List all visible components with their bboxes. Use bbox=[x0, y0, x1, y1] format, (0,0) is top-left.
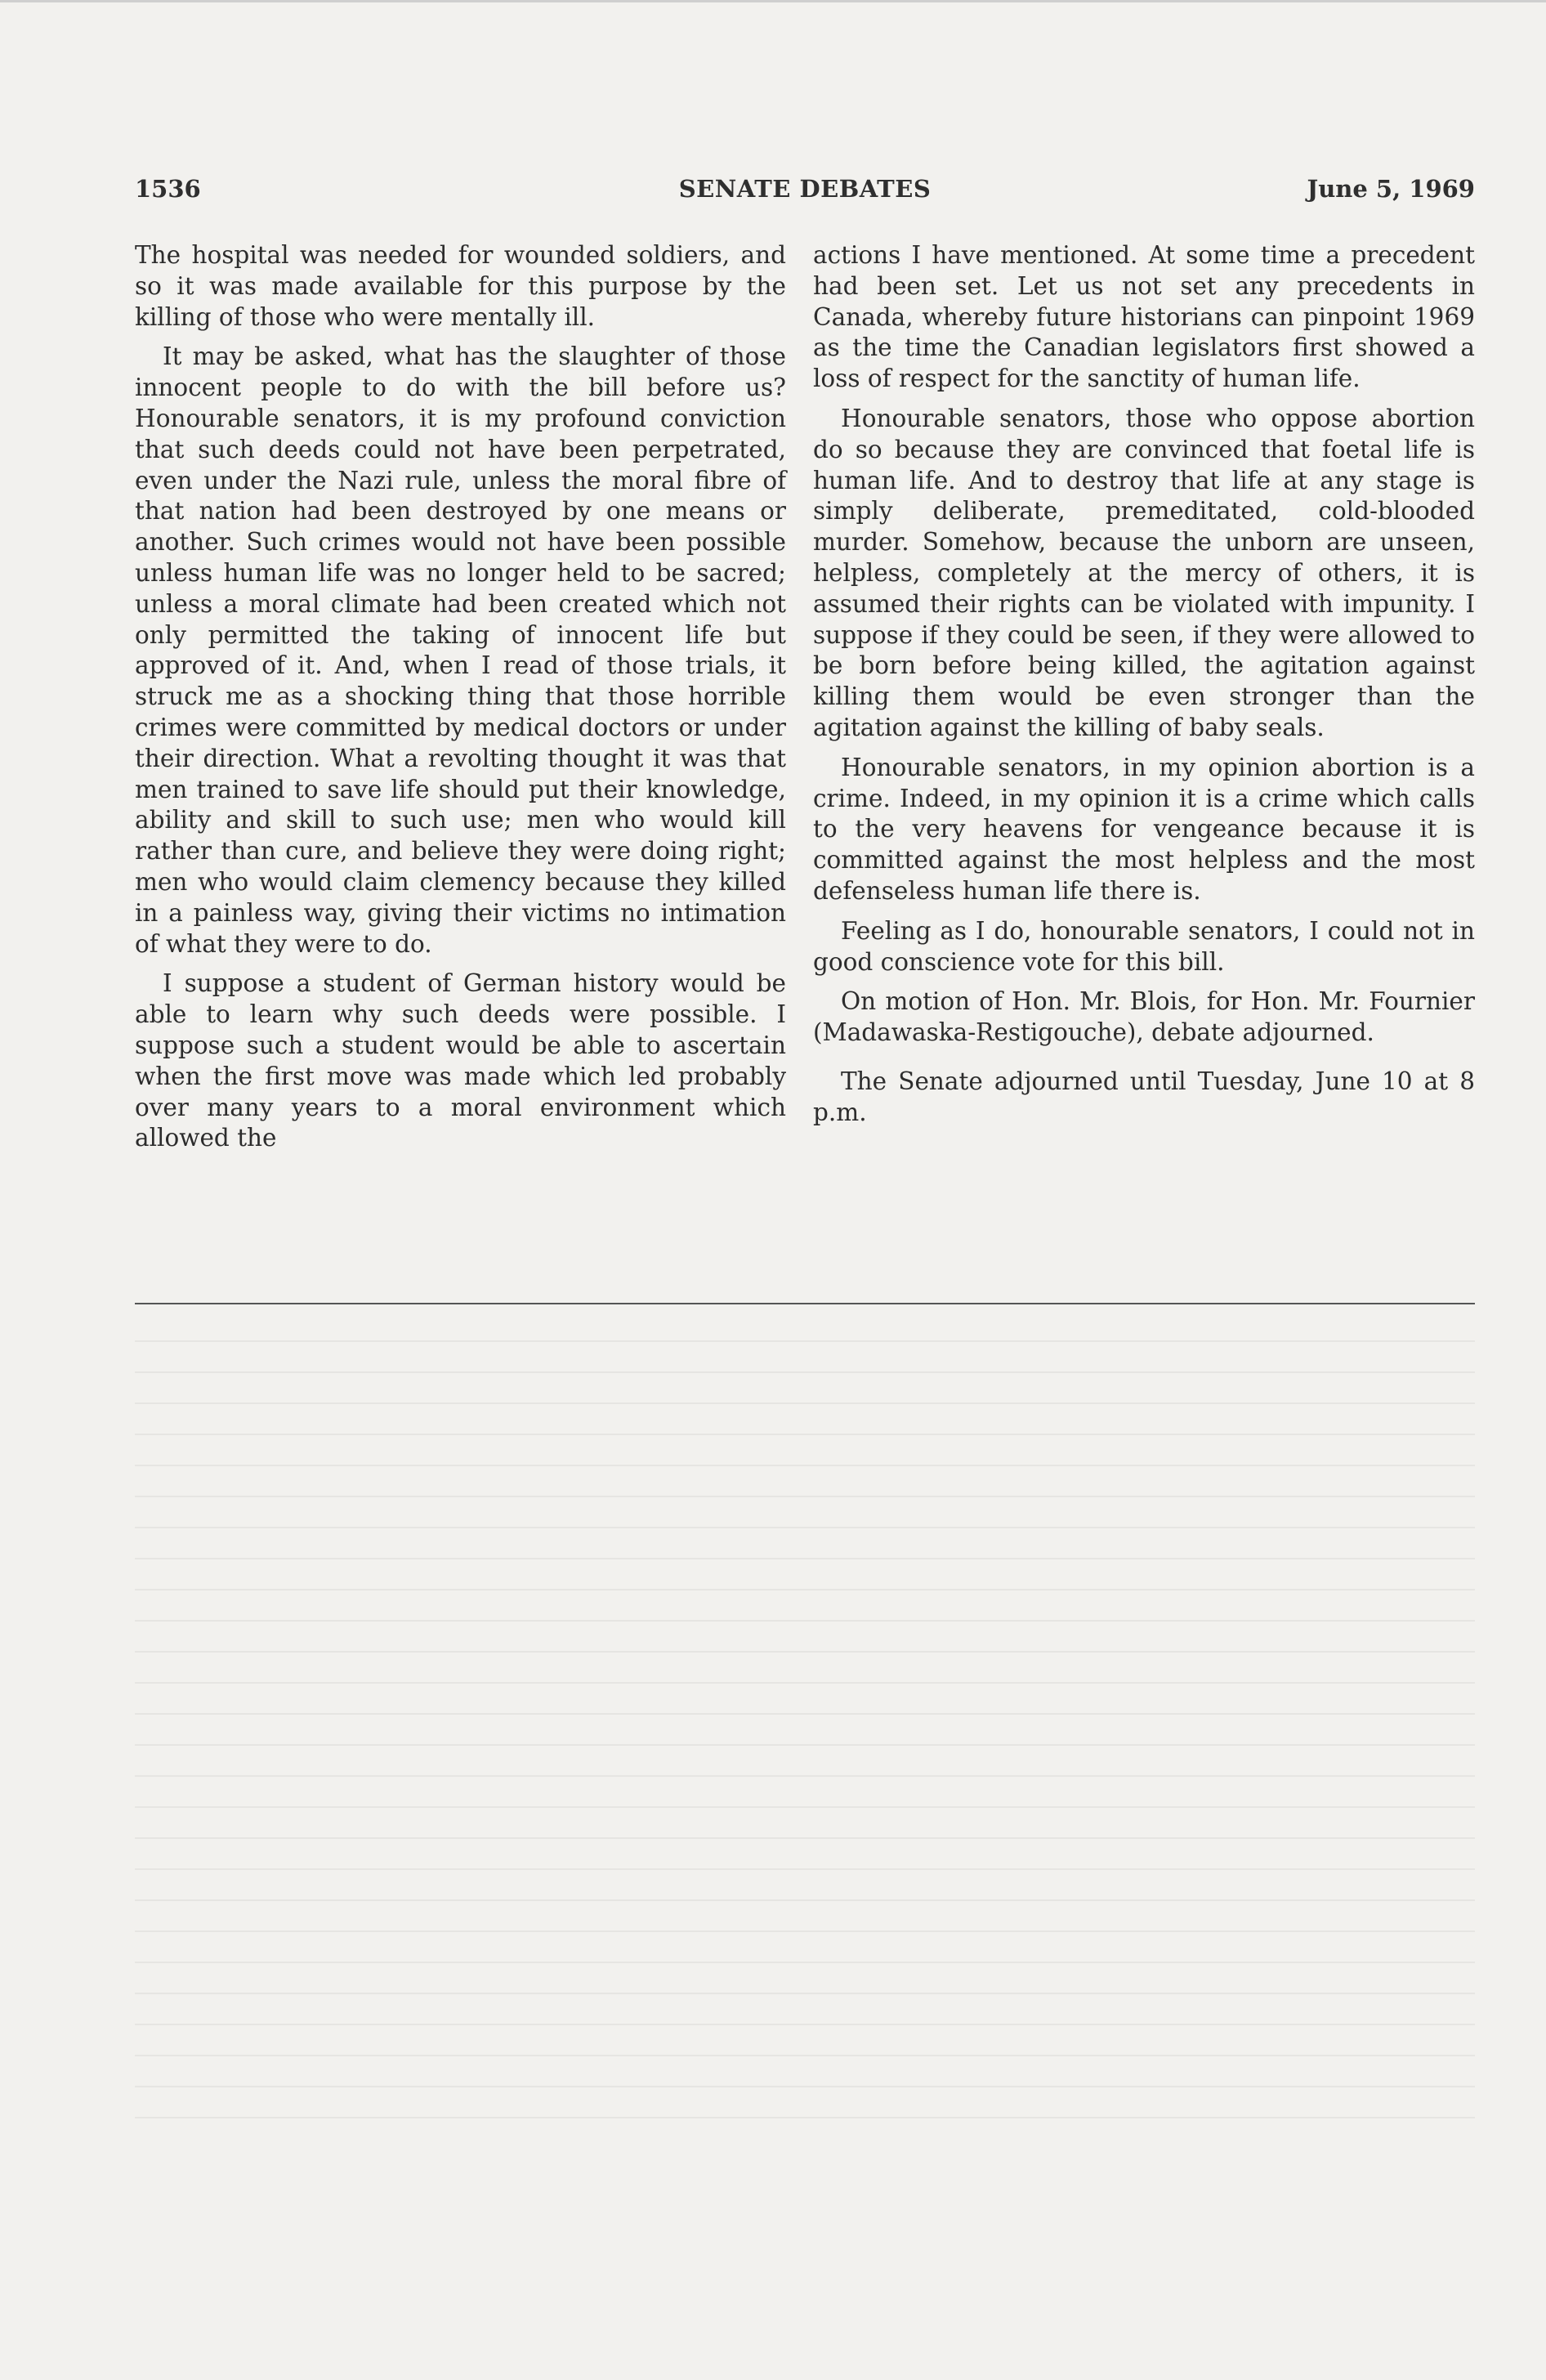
show-through-texture bbox=[135, 1316, 1475, 2133]
paragraph: actions I have mentioned. At some time a precedent had been set. Let us not set any precedents in Canada, whereby future historians can pinpoint 1969 as the time the Canadian legislators first showed a loss of respect for the sanctity of human life. bbox=[813, 241, 1475, 393]
paragraph: Honourable senators, in my opinion abortion is a crime. Indeed, in my opinion it is a crime which calls to the very heavens for vengeance because it is committed against the most helpless and the most defenseless human life there is. bbox=[813, 753, 1475, 905]
section-divider bbox=[135, 1303, 1475, 1304]
paragraph: Feeling as I do, honourable senators, I could not in good conscience vote for this bill. bbox=[813, 916, 1475, 976]
paragraph: Honourable senators, those who oppose abortion do so because they are convinced that foetal life is human life. And to destroy that life at any stage is simply deliberate, premeditated, cold-blooded murder. Somehow, because the unborn are unseen, helpless, completely at the mercy of others, it is assumed their rights can be violated with impunity. I suppose if they could be seen, if they were allowed to be born before being killed, the agitation against killing them would be even stronger than the agitation against the killing of baby seals. bbox=[813, 404, 1475, 741]
paragraph: The hospital was needed for wounded soldiers, and so it was made available for this purpose by the killing of those who were mentally ill. bbox=[135, 241, 786, 331]
page-number: 1536 bbox=[135, 175, 201, 203]
page-date: June 5, 1969 bbox=[1307, 175, 1475, 203]
paragraph: I suppose a student of German history would be able to learn why such deeds were possible. I suppose such a student would be able to ascertain when the first move was made which led probably over many years to a moral environment which allowed the bbox=[135, 969, 786, 1152]
left-column bbox=[135, 240, 786, 1163]
paragraph: It may be asked, what has the slaughter of those innocent people to do with the bill before us? Honourable senators, it is my profound conviction that such deeds could not have been perpetrated, even under the Nazi rule, unless the moral fibre of that nation had been destroyed by one means or another. Such crimes would not have been possible unless human life was no longer held to be sacred; unless a moral climate had been created which not only permitted the taking of innocent life but approved of it. And, when I read of those trials, it struck me as a shocking thing that those horrible crimes were committed by medical doctors or under their direction. What a revolting thought it was that men trained to save life should put their knowledge, ability and skill to such use; men who would kill rather than cure, and believe they were doing right; men who would claim clemency because they killed in a painless way, giving their victims no intimation of what they were to do. bbox=[135, 342, 786, 958]
page-header bbox=[135, 175, 1475, 211]
publication-title: SENATE DEBATES bbox=[678, 175, 932, 203]
paragraph: On motion of Hon. Mr. Blois, for Hon. Mr. Fournier (Madawaska-Restigouche), debate adjourned. bbox=[813, 987, 1475, 1047]
right-column bbox=[813, 240, 1475, 1138]
adjournment-notice: The Senate adjourned until Tuesday, June 10 at 8 p.m. bbox=[813, 1067, 1475, 1126]
